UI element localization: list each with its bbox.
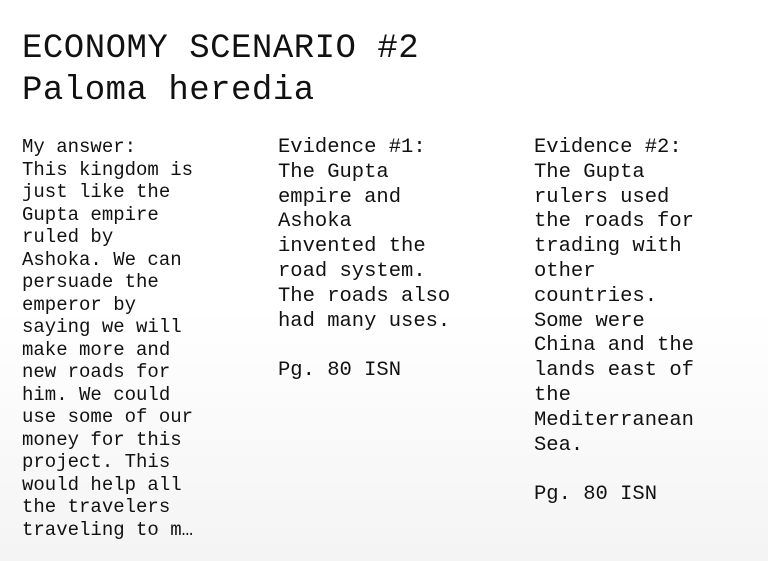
- slide-title: ECONOMY SCENARIO #2 Paloma heredia: [22, 30, 420, 110]
- evidence-1-text-box: Evidence #1: The Gupta empire and Ashoka invented the road system. The roads also had many uses. Pg. 80 ISN: [278, 136, 451, 383]
- answer-text-box: My answer: This kingdom is just like the Gupta empire ruled by Ashoka. We can persuade the emperor by saying we will make more and new roads for him. We could use some of our money for this project. This would help all the travelers traveling to m…: [22, 136, 194, 541]
- evidence-2-text-box: Evidence #2: The Gupta rulers used the roads for trading with other countries. Some were China and the lands east of the Mediterranean Sea. Pg. 80 ISN: [534, 136, 694, 507]
